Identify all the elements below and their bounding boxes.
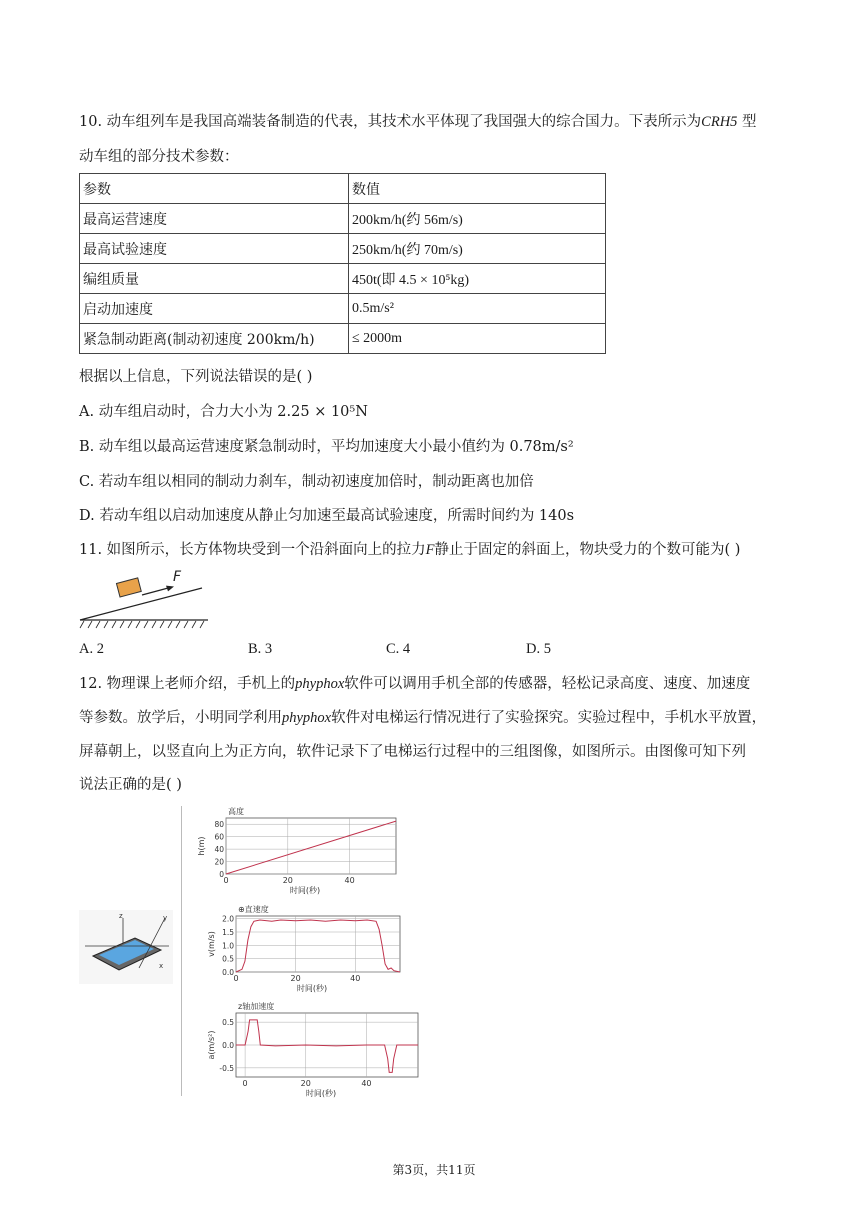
- table-cell: 200km/h(约 56m/s): [349, 204, 606, 234]
- table-header-cell: 参数: [80, 174, 349, 204]
- y-tick-label: 0.5: [222, 954, 234, 964]
- q11-option-b: B. 3: [248, 641, 273, 657]
- height-chart: [190, 800, 415, 895]
- table-cell: 450t(即 4.5 × 10⁵kg): [349, 264, 606, 294]
- q10-option-d: D. 若动车组以启动加速度从静止匀加速至最高试验速度，所需时间约为 140s: [79, 508, 575, 524]
- y-tick-label: 0: [219, 870, 224, 879]
- table-cell: 编组质量: [80, 264, 349, 294]
- q10-option-b: B. 动车组以最高运营速度紧急制动时，平均加速度大小最小值约为 0.78m/s²: [79, 439, 574, 455]
- chart-title: ⊕直速度: [238, 905, 269, 914]
- series-line: [226, 821, 396, 874]
- q11-stem: 11. 如图所示，长方体物块受到一个沿斜面向上的拉力F静止于固定的斜面上，物块受力的个数可能为( ): [79, 542, 741, 558]
- acceleration-chart: [190, 995, 422, 1100]
- axis-z-label: z: [119, 912, 123, 920]
- q10-stem-line2: 动车组的部分技术参数：: [79, 149, 239, 165]
- x-tick-label: 40: [350, 974, 361, 983]
- y-tick-label: 0.0: [222, 1041, 234, 1050]
- table-cell: 0.5m/s²: [349, 294, 606, 324]
- y-axis-label: h(m): [197, 836, 206, 856]
- y-tick-label: 1.5: [222, 928, 234, 937]
- y-tick-label: 0.5: [222, 1018, 234, 1028]
- x-tick-label: 20: [282, 876, 293, 885]
- table-header-cell: 数值: [349, 174, 606, 204]
- x-axis-label: 时间(秒): [296, 984, 328, 993]
- y-tick-label: -0.5: [219, 1063, 234, 1073]
- table-cell: 启动加速度: [80, 294, 349, 324]
- q10-model: CRH5: [701, 114, 738, 130]
- y-tick-label: 1.0: [222, 941, 234, 951]
- q10-param-table: [79, 173, 606, 354]
- force-label: F: [173, 569, 182, 585]
- table-row: [80, 174, 606, 204]
- q12-line3: 屏幕朝上，以竖直向上为正方向，软件记录下了电梯运行过程中的三组图像，如图所示。由图像可知下列: [79, 744, 746, 760]
- phone-illustration: [79, 910, 173, 984]
- axis-y-label: y: [163, 914, 168, 922]
- q10-option-a: A. 动车组启动时，合力大小为 2.25 × 10⁵N: [79, 404, 368, 420]
- y-tick-label: 2.0: [222, 914, 234, 924]
- chart-title: z轴加速度: [238, 1002, 275, 1011]
- q12-line1: 12. 物理课上老师介绍，手机上的phyphox软件可以调用手机全部的传感器，轻松记录高度、速度、加速度: [79, 676, 751, 692]
- y-axis-label: v(m/s): [207, 931, 216, 957]
- chart-title: 高度: [228, 807, 244, 816]
- q10-stem-line1: 10. 动车组列车是我国高端装备制造的代表，其技术水平体现了我国强大的综合国力。下表所示为CRH5 型: [79, 114, 757, 130]
- q11-option-d: D. 5: [526, 641, 551, 657]
- x-tick-label: 0: [233, 974, 239, 983]
- x-tick-label: 40: [344, 876, 355, 885]
- series-line: [236, 1020, 418, 1073]
- y-axis-label: a(m/s²): [207, 1030, 216, 1060]
- x-tick-label: 0: [223, 876, 229, 885]
- q12-line4: 说法正确的是( ): [79, 777, 182, 793]
- x-tick-label: 40: [361, 1079, 372, 1088]
- y-tick-label: 20: [214, 857, 224, 867]
- x-axis-label: 时间(秒): [305, 1089, 337, 1098]
- x-axis-label: 时间(秒): [289, 886, 321, 895]
- axis-x-label: x: [159, 962, 164, 970]
- q11-option-a: A. 2: [79, 641, 104, 657]
- y-tick-label: 40: [214, 845, 224, 855]
- y-tick-label: 80: [214, 820, 224, 830]
- q12-line2: 等参数。放学后，小明同学利用phyphox软件对电梯运行情况进行了实验探究。实验过程中，手机水平放置，: [79, 710, 767, 726]
- x-tick-label: 20: [300, 1079, 311, 1088]
- table-row: [80, 324, 606, 354]
- x-tick-label: 20: [290, 974, 301, 983]
- page-footer: 第3页，共11页: [392, 1163, 476, 1177]
- table-cell: 最高试验速度: [80, 234, 349, 264]
- table-row: [80, 204, 606, 234]
- table-row: [80, 264, 606, 294]
- table-cell: 250km/h(约 70m/s): [349, 234, 606, 264]
- x-tick-label: 0: [242, 1079, 248, 1088]
- q10-question: 根据以上信息，下列说法错误的是( ): [79, 369, 313, 385]
- table-cell: ≤ 2000m: [349, 324, 606, 354]
- table-cell: 紧急制动距离(制动初速度 200km/h): [80, 324, 349, 354]
- table-cell: 最高运营速度: [80, 204, 349, 234]
- q11-option-c: C. 4: [386, 641, 411, 657]
- plot-frame: [236, 916, 400, 972]
- figure-divider: [181, 806, 182, 1096]
- block: [116, 578, 141, 597]
- y-tick-label: 60: [214, 832, 224, 842]
- table-row: [80, 294, 606, 324]
- velocity-chart: [190, 898, 415, 993]
- series-line: [236, 920, 400, 972]
- q11-incline-figure: [76, 566, 216, 632]
- q10-option-c: C. 若动车组以相同的制动力刹车，制动初速度加倍时，制动距离也加倍: [79, 474, 534, 490]
- table-row: [80, 234, 606, 264]
- y-tick-label: 0.0: [222, 968, 234, 977]
